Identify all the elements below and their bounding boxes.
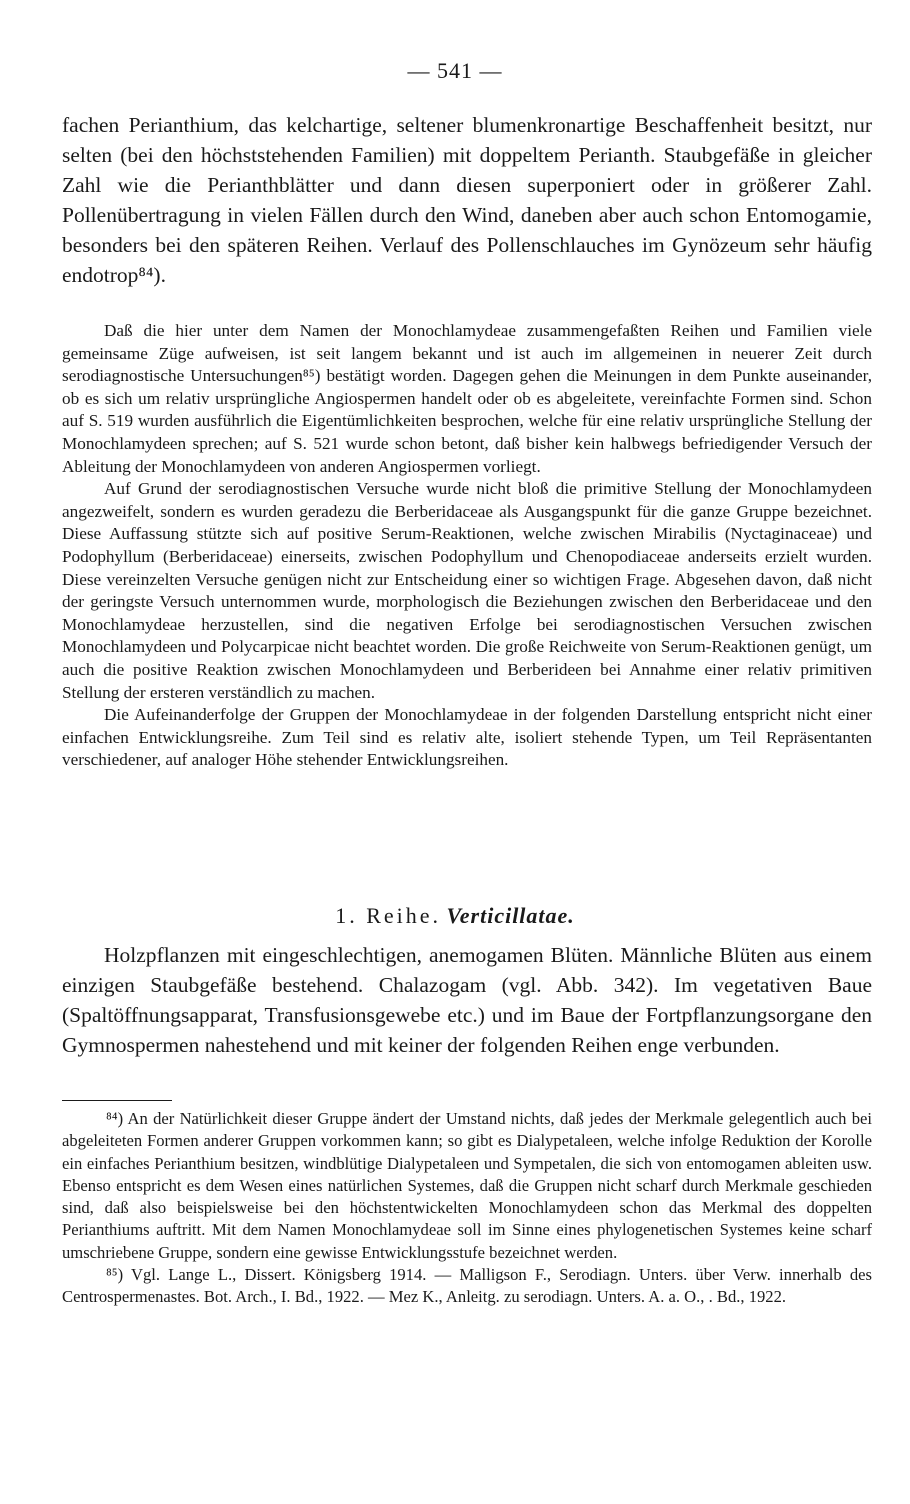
discussion-section — [62, 320, 872, 772]
footnote-85: ⁸⁵) Vgl. Lange L., Dissert. Königsberg 1914. — Malligson F., Serodiagn. Unters. über Verw. innerhalb des Centrospermenastes. Bot. Arch., I. Bd., 1922. — Mez K., Anleitg. zu serodiagn. Unters. A. a. O., . Bd., 1922. — [62, 1265, 872, 1307]
paragraph-sequence: Die Aufeinanderfolge der Gruppen der Monochlamydeae in der folgenden Darstellung entspricht nicht einer einfachen Entwicklungsreihe. Zum Teil sind es relativ alte, isoliert stehende Typen, um Teil Repräsentanten verschiedener, auf analoger Höhe stehender Entwicklungsreihen. — [62, 705, 872, 770]
page-number: — 541 — — [407, 58, 503, 83]
section-number: 1. Reihe. — [335, 903, 442, 928]
intro-text: fachen Perianthium, das kelchartige, seltener blumenkronartige Beschaffenheit besitzt, nur selten (bei den höchststehenden Familien) mit doppeltem Perianth. Staubgefäße in gleicher Zahl wie die Perianthblätter und dann diesen superponiert oder in größerer Zahl. Pollenübertragung in vielen Fällen durch den Wind, daneben aber auch schon Entomogamie, besonders bei den späteren Reihen. Verlauf des Pollenschlauches im Gynözeum sehr häufig endotrop⁸⁴). — [62, 113, 872, 287]
section-heading — [0, 903, 910, 929]
paragraph-serodiagnostic: Auf Grund der serodiagnostischen Versuche wurde nicht bloß die primitive Stellung der Monochlamydeen angezweifelt, sondern es wurden geradezu die Berberidaceae als Ausgangspunkt für die ganze Gruppe bezeichnet. Diese Auffassung stützte sich auf positive Serum-Reaktionen, welche zwischen Mirabilis (Nyctaginaceae) und Podophyllum (Berberidaceae) einerseits, zwischen Podophyllum und Chenopodiaceae anderseits erzielt wurden. Diese vereinzelten Versuche genügen nicht zur Entscheidung einer so wichtigen Frage. Abgesehen davon, daß nicht der geringste Versuch unternommen wurde, morphologisch die Beziehungen zwischen den Berberidaceae und den Monochlamydeae herzustellen, sind die negativen Erfolge bei serodiagnostischen Versuchen zwischen Monochlamydeen und Polycarpicae nicht beachtet worden. Die große Reichweite von Serum-Reaktionen genügt, um auch die positive Reaktion zwischen Monochlamydeen und Berberideen bei Annahme einer relativ primitiven Stellung der ersteren verständlich zu machen. — [62, 479, 872, 702]
footnote-84: ⁸⁴) An der Natürlichkeit dieser Gruppe ändert der Umstand nichts, daß jedes der Merkmale gelegentlich auch bei abgeleiteten Formen anderer Gruppen vorkommen kann; so gibt es Dialypetaleen, welche infolge Reduktion der Korolle ein einfaches Perianthium besitzen, windblütige Dialypetaleen und Sympetalen, die sich von entomogamen ableiten usw. Ebenso entspricht es dem Wesen eines natürlichen Systemes, daß die Gruppen nicht scharf durch Merkmale geschieden sind, daß also beispielsweise bei den höchstentwickelten Monochlamydeen schon das Merkmal des doppelten Perianthiums auftritt. Mit dem Namen Monochlamydeae soll im Sinne eines phylogenetischen Systemes keine scharf umschriebene Gruppe, sondern eine gewisse Entwicklungsstufe bezeichnet werden. — [62, 1109, 872, 1262]
footnotes — [62, 1108, 872, 1309]
footnote-divider — [62, 1100, 172, 1101]
verticillatae-description: Holzpflanzen mit eingeschlechtigen, anemogamen Blüten. Männliche Blüten aus einem einzigen Staubgefäße bestehend. Chalazogam (vgl. Abb. 342). Im vegetativen Baue (Spaltöffnungsapparat, Transfusionsgewebe etc.) und im Baue der Fortpflanzungsorgane den Gymnospermen nahestehend und mit keiner der folgenden Reihen enge verbunden. — [62, 943, 872, 1057]
paragraph-monochlamydeae: Daß die hier unter dem Namen der Monochlamydeae zusammengefaßten Reihen und Familien viele gemeinsame Züge aufweisen, ist seit langem bekannt und ist auch im allgemeinen in neuerer Zeit durch serodiagnostische Untersuchungen⁸⁵) bestätigt worden. Dagegen gehen die Meinungen in dem Punkte auseinander, ob es sich um relativ ursprüngliche Angiospermen handelt oder ob es abgeleitete, vereinfachte Formen sind. Schon auf S. 519 wurden ausführlich die Eigentümlichkeiten besprochen, welche für eine relativ ursprüngliche Stellung der Monochlamydeen sprechen; auf S. 521 wurde schon betont, daß bisher kein halbwegs befriedigender Versuch der Ableitung der Monochlamydeen von anderen Angiospermen vorliegt. — [62, 321, 872, 476]
section-title: Verticillatae. — [446, 903, 575, 928]
intro-paragraph — [62, 110, 872, 290]
section-body — [62, 940, 872, 1060]
